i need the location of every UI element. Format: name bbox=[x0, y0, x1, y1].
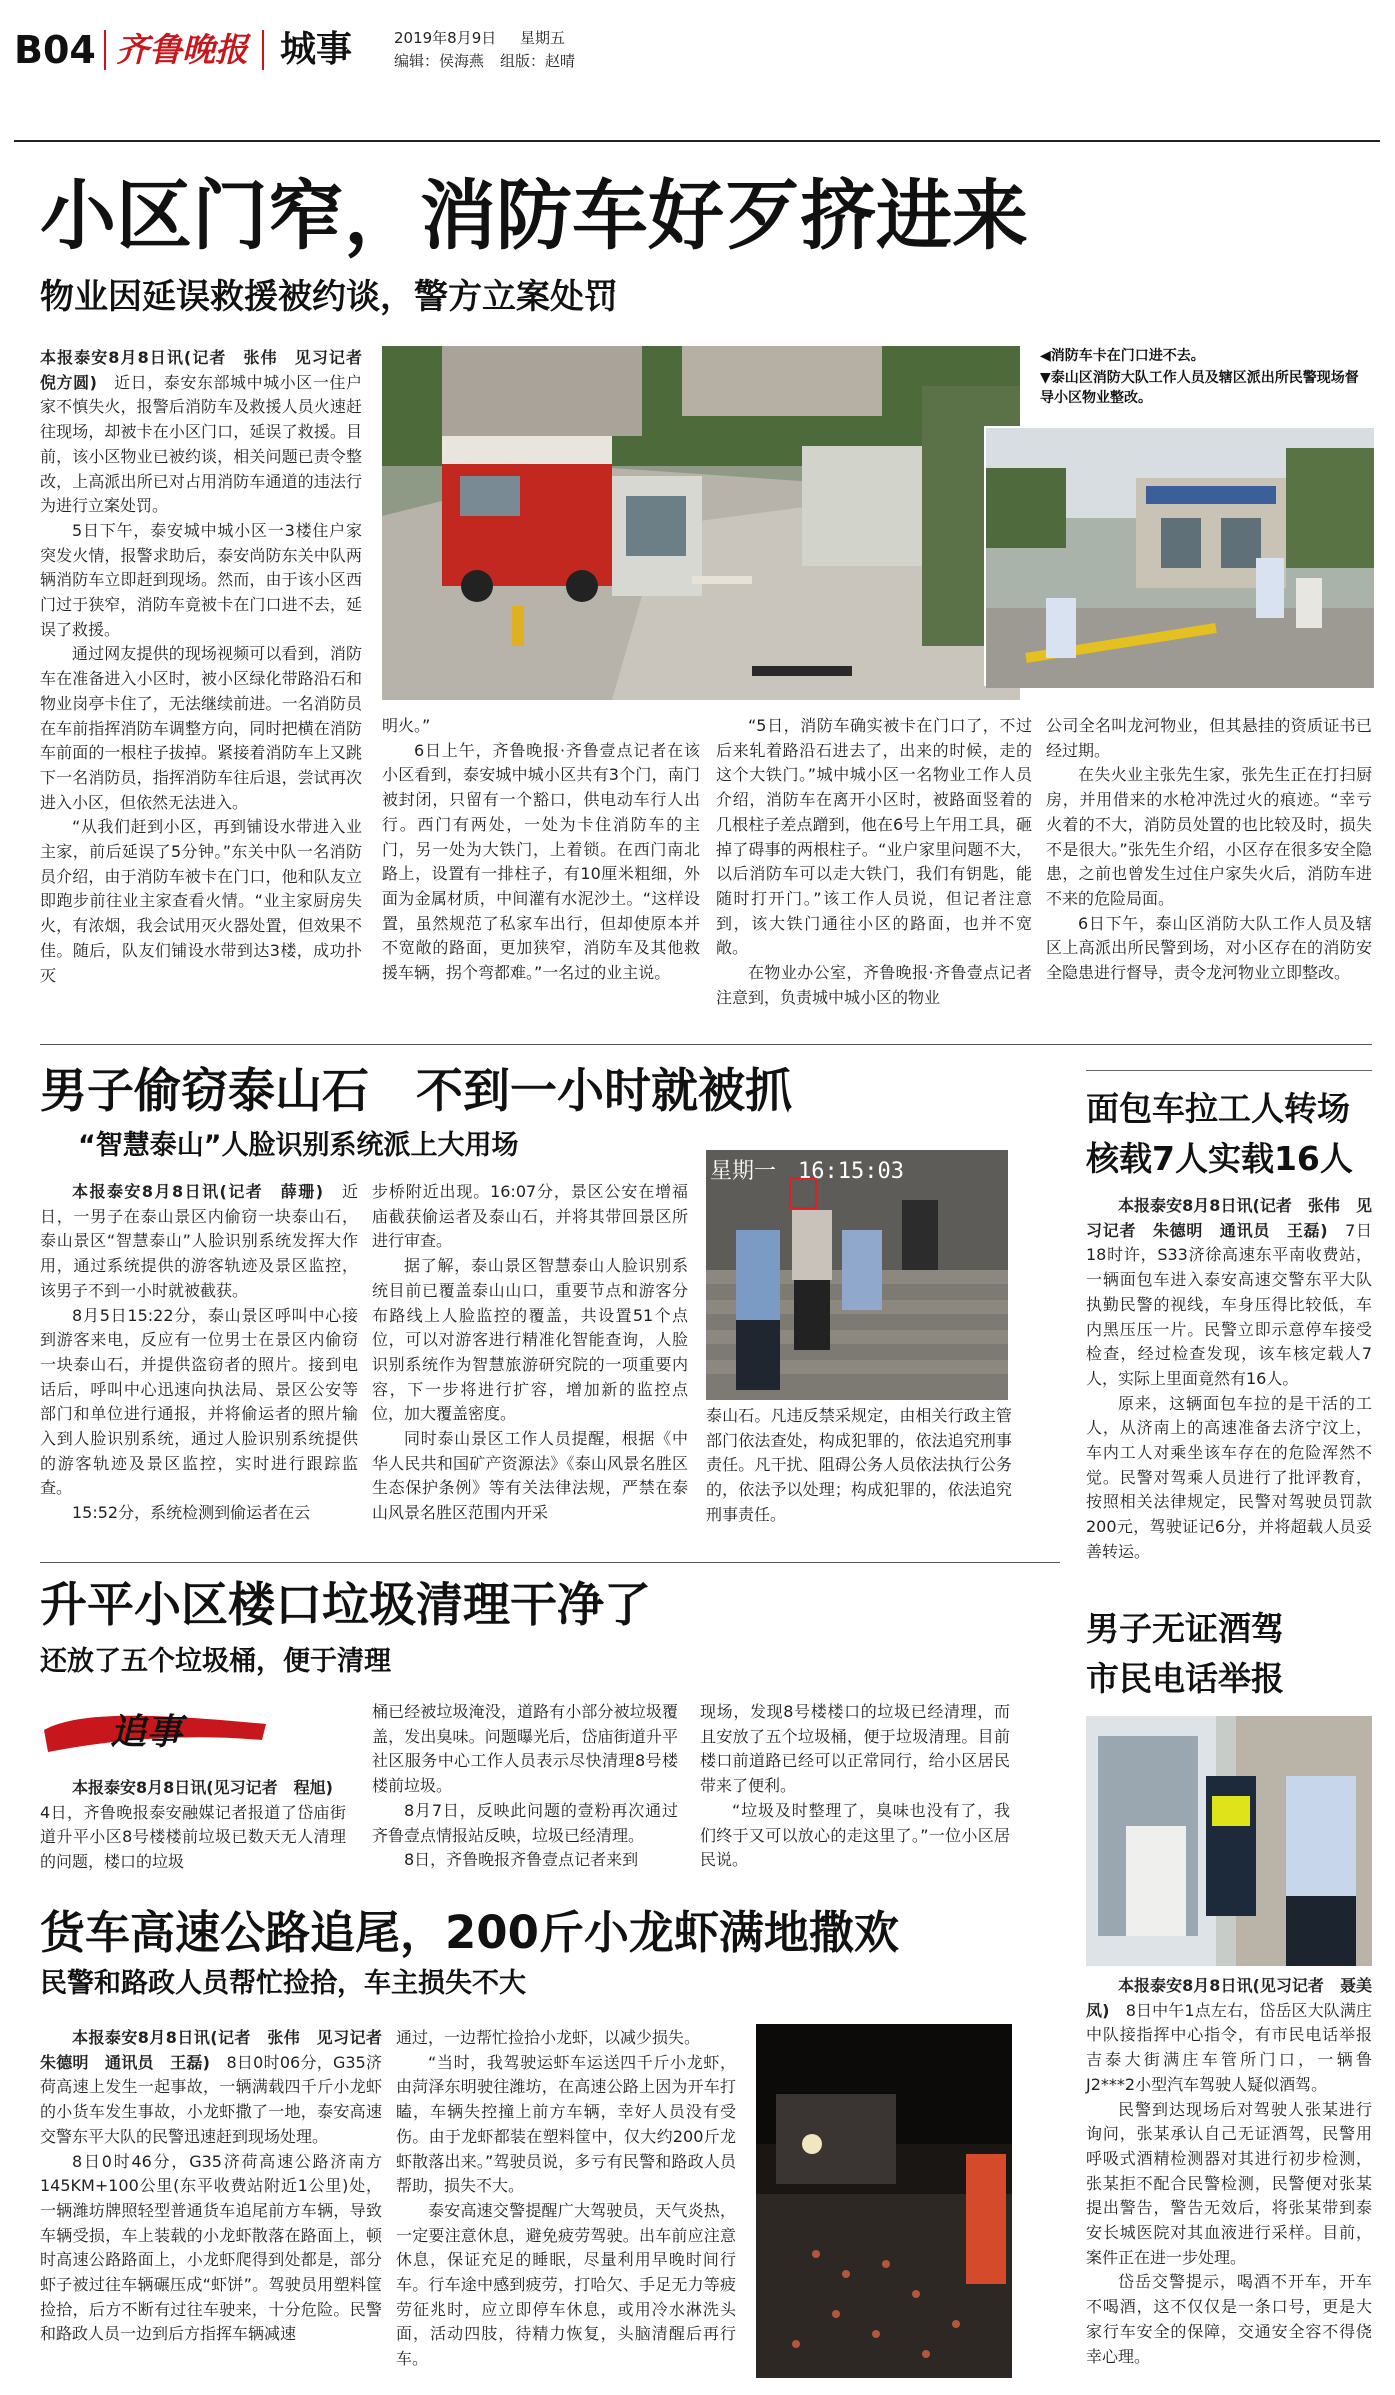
page-header bbox=[0, 0, 1395, 84]
article3-column-1 bbox=[40, 1776, 349, 1900]
page-number: B04 bbox=[14, 28, 96, 72]
article4-paragraph: 泰安高速交警提醒广大驾驶员，天气炎热，一定要注意休息，避免疲劳驾驶。出车前应注意休息，保证充足的睡眠，尽量利用早晚时间行车。行车途中感到疲劳，打哈欠、手足无力等疲劳征兆时，应立即停车休息，或用冷水淋洗头面，活动四肢，待精力恢复，头脑清醒后再行车。 bbox=[396, 2200, 736, 2369]
article4-column-1 bbox=[40, 2026, 399, 2388]
header-editor: 编辑：侯海燕 bbox=[394, 52, 485, 70]
sidebar1-title-line2: 核载7人实载16人 bbox=[1086, 1139, 1353, 1178]
article4-column-2 bbox=[396, 2026, 736, 2388]
article2-paragraph: 8月5日15:22分，泰山景区呼叫中心接到游客来电，反应有一位男士在景区内偷窃一块泰山石，并提供盗窃者的照片。接到电话后，呼叫中心迅速向执法局、景区公安等部门和单位进行通报，并将偷运者的照片输入到人脸识别系统，通过人脸识别系统提供的游客轨迹及景区监控，实时进行跟踪监查。 bbox=[40, 1305, 358, 1498]
article3-paragraph: 8月7日，反映此问题的壹粉再次通过齐鲁壹点情报站反映，垃圾已经清理。 bbox=[372, 1800, 678, 1845]
sidebar2-body bbox=[1086, 1974, 1372, 2386]
article3-paragraph: 现场，发现8号楼楼口的垃圾已经清理，而且安放了五个垃圾桶，便于垃圾清理。目前楼口前道路已经可以正常同行，给小区居民带来了便利。 bbox=[700, 1702, 1010, 1796]
article2-lead-text: 近日，一男子在泰山景区内偷窃一块泰山石，泰山景区“智慧泰山”人脸识别系统发挥大作用，通过系统提供的游客轨迹及景区监控，该男子不到一小时就被截获。 bbox=[40, 1182, 358, 1300]
article4-title: 货车高速公路追尾，200斤小龙虾满地撒欢 bbox=[40, 1906, 899, 1959]
section-name: 城事 bbox=[280, 29, 353, 70]
drunk-driver-photo bbox=[1086, 1716, 1372, 1966]
article1-paragraph: 5日下午，泰安城中城小区一3楼住户家突发火情，报警求助后，泰安尚防东关中队两辆消防车立即赶到现场。然而，由于该小区西门过于狭窄，消防车竟被卡在门口进不去，延误了救援。 bbox=[40, 520, 362, 639]
article3-paragraph: 8日，齐鲁晚报齐鲁壹点记者来到 bbox=[404, 1850, 639, 1870]
sidebar2-title-line1: 男子无证酒驾 bbox=[1086, 1609, 1284, 1648]
fire-truck-scene bbox=[382, 346, 1020, 700]
article3-byline: 本报泰安8月8日讯(见习记者 程旭) bbox=[72, 1778, 333, 1797]
header-divider bbox=[262, 30, 264, 70]
article2-column-3 bbox=[706, 1404, 1012, 1546]
zhuishi-logo bbox=[40, 1700, 270, 1764]
zhuishi-logo-text: 追事 bbox=[110, 1711, 183, 1753]
sidebar2-byline: 本报泰安8月8日讯(见习记者 聂美凤) bbox=[1086, 1976, 1372, 2020]
article4-paragraph: 通过，一边帮忙捡拾小龙虾，以减少损失。 bbox=[396, 2028, 701, 2047]
article1-subtitle: 物业因延误救援被约谈，警方立案处罚 bbox=[40, 277, 618, 317]
article1-column-4 bbox=[1046, 714, 1372, 1034]
sidebar1-body bbox=[1086, 1194, 1372, 1584]
article3-paragraph: 桶已经被垃圾淹没，道路有小部分被垃圾覆盖，发出臭味。问题曝光后，岱庙街道升平社区服务中心工作人员表示尽快清理8号楼楼前垃圾。 bbox=[372, 1702, 678, 1796]
paper-logo: 齐鲁晚报 bbox=[116, 30, 248, 69]
article2-byline: 本报泰安8月8日讯(记者 薛珊) bbox=[72, 1182, 324, 1201]
article3-column-3 bbox=[700, 1700, 1010, 1900]
article1-paragraph: “5日，消防车确实被卡在门口了，不过后来轧着路沿石进去了，出来的时候，走的这个大铁门。”城中城小区一名物业工作人员介绍，消防车在离开小区时，被路面竖着的几根柱子差点蹭到，他在6号上午用工具，砸掉了碍事的两根柱子。“业户家里问题不大，以后消防车可以走大铁门，我们有钥匙，能随时打开门。”该工作人员说，但记者注意到，该大铁门通往小区的路面，也并不宽敞。 bbox=[716, 716, 1032, 958]
section-rule bbox=[40, 1562, 1060, 1563]
article1-paragraph: 6日上午，齐鲁晚报·齐鲁壹点记者在该小区看到，泰安城中城小区共有3个门，南门被封闭，只留有一个豁口，供电动车行人出行。西门有两处，一处为卡住消防车的主门，另一处为大铁门，上着锁。在西门南北路上，设置有一排柱子，有10厘米粗细，外面为金属材质，中间灌有水泥沙土。“这样设置，虽然规范了私家车出行，但却使原本并不宽敞的路面，更加狭窄，消防车及其他救援车辆，拐个弯都难。”一名过的业主说。 bbox=[382, 740, 700, 983]
header-rule bbox=[14, 140, 1380, 142]
night-highway-scene bbox=[756, 2024, 1012, 2378]
article1-column-3 bbox=[716, 714, 1032, 1034]
article2-column-2 bbox=[372, 1180, 688, 1546]
article1-paragraph: 6日下午，泰山区消防大队工作人员及辖区上高派出所民警到场，对小区存在的消防安全隐患进行督导，责令龙河物业立即整改。 bbox=[1046, 913, 1372, 983]
article2-paragraph: 15:52分，系统检测到偷运者在云 bbox=[72, 1503, 311, 1523]
sidebar2-lead-text: 8日中午1点左右，岱岳区大队满庄中队接指挥中心指令，有市民电话举报吉泰大街满庄车管所门口，一辆鲁J2***2小型汽车驾驶人疑似酒驾。 bbox=[1086, 2000, 1372, 2094]
guard-booth-scene bbox=[986, 428, 1374, 688]
sidebar2-paragraph: 岱岳交警提示，喝酒不开车，开车不喝酒，这不仅仅是一条口号，更是大家行车安全的保障，交通安全容不得侥幸心理。 bbox=[1086, 2272, 1372, 2366]
article1-paragraph: 公司全名叫龙河物业，但其悬挂的资质证书已经过期。 bbox=[1046, 716, 1372, 760]
article1-column-2 bbox=[382, 714, 700, 1034]
sidebar1-paragraph: 原来，这辆面包车拉的是干活的工人，从济南上的高速准备去济宁汶上，车内工人对乘坐该车存在的危险浑然不觉。民警对驾乘人员进行了批评教育，按照相关法律规定，民警对驾驶员罚款200元，驾驶证记6分，并将超载人员妥善转运。 bbox=[1086, 1393, 1372, 1561]
photo-caption-1: ◀消防车卡在门口进不去。 bbox=[1040, 348, 1205, 364]
police-inspection-photo bbox=[984, 426, 1372, 686]
article4-paragraph: “当时，我驾驶运虾车运送四千斤小龙虾，由菏泽东明驶往潍坊，在高速公路上因为开车打瞌，车辆失控撞上前方车辆，幸好人员没有受伤。由于龙虾都装在塑料筐中，仅大约200斤龙虾散落出来。”驾驶员说，多亏有民警和路政人员帮助，损失不大。 bbox=[396, 2052, 736, 2196]
header-weekday: 星期五 bbox=[520, 29, 566, 47]
crayfish-spill-photo bbox=[756, 2024, 1012, 2378]
article2-paragraph: 步桥附近出现。16:07分，景区公安在增福庙截获偷运者及泰山石，并将其带回景区所进行审查。 bbox=[372, 1182, 688, 1251]
sidebar2-title-line2: 市民电话举报 bbox=[1086, 1659, 1284, 1698]
fire-truck-photo bbox=[382, 346, 1020, 700]
article1-title: 小区门窄，消防车好歹挤进来 bbox=[40, 171, 1028, 260]
face-recognition-photo bbox=[706, 1150, 1008, 1400]
article3-paragraph: “垃圾及时整理了，臭味也没有了，我们终于又可以放心的走这里了。”一位小区居民说。 bbox=[700, 1800, 1010, 1870]
article1-paragraph: 明火。” bbox=[382, 716, 431, 735]
sidebar1-byline: 本报泰安8月8日讯(记者 张伟 见习记者 朱德明 通讯员 王磊) bbox=[1086, 1196, 1372, 1240]
article2-paragraph: 同时泰山景区工作人员提醒，根据《中华人民共和国矿产资源法》《泰山风景名胜区生态保护条例》等有关法律法规，严禁在泰山风景名胜区范围内开采 bbox=[372, 1429, 688, 1523]
header-date: 2019年8月9日 bbox=[394, 29, 497, 47]
article4-byline: 本报泰安8月8日讯(记者 张伟 见习记者 朱德明 通讯员 王磊) bbox=[40, 2028, 399, 2072]
article1-column-1 bbox=[40, 346, 379, 1034]
article3-subtitle: 还放了五个垃圾桶，便于清理 bbox=[40, 1646, 391, 1677]
article2-subtitle: “智慧泰山”人脸识别系统派上大用场 bbox=[78, 1130, 519, 1161]
article2-paragraph: 泰山石。凡违反禁采规定，由相关行政主管部门依法查处，构成犯罪的，依法追究刑事责任。凡干扰、阻碍公务人员依法执行公务的，依法予以处理；构成犯罪的，依法追究刑事责任。 bbox=[706, 1406, 1012, 1524]
sidebar-rule bbox=[1086, 1070, 1372, 1071]
article3-lead-text: 4日，齐鲁晚报泰安融媒记者报道了岱庙街道升平小区8号楼楼前垃圾已数天无人清理的问题，楼口的垃圾 bbox=[40, 1778, 349, 1872]
article2-paragraph: 据了解，泰山景区智慧泰山人脸识别系统目前已覆盖泰山山口，重要节点和游客分布路线上人脸监控的覆盖，共设置51个点位，可以对游客进行精准化智能查询，人脸识别系统作为智慧旅游研究院的一项重要内容，下一步将进行扩容，增加新的监控点位，加大覆盖密度。 bbox=[372, 1256, 688, 1424]
timestamp-overlay: 星期一 16:15:03 bbox=[710, 1159, 904, 1184]
article1-byline: 本报泰安8月8日讯(记者 张伟 见习记者 倪方圆) bbox=[40, 348, 379, 392]
sidebar2-paragraph: 民警到达现场后对驾驶人张某进行询问，张某承认自己无证酒驾，民警用呼吸式酒精检测器对其进行初步检测，张某拒不配合民警检测，民警便对张某提出警告，警告无效后，将张某带到泰安长城医院对其血液进行采样。目前，案件正在进一步处理。 bbox=[1086, 2099, 1372, 2267]
section-rule bbox=[40, 1044, 1372, 1045]
article4-subtitle: 民警和路政人员帮忙捡拾，车主损失不大 bbox=[40, 1968, 526, 1999]
article2-column-1 bbox=[40, 1180, 358, 1546]
article3-title: 升平小区楼口垃圾清理干净了 bbox=[40, 1578, 651, 1633]
article1-paragraph: 通过网友提供的现场视频可以看到，消防车在准备进入小区时，被小区绿化带路沿石和物业岗亭卡住了，无法继续前进。一名消防员在车前指挥消防车调整方向，同时把横在消防车前面的一根柱子拔掉。紧接着消防车上又跳下一名消防员，指挥消防车往后退，尝试再次进入小区，但依然无法进入。 bbox=[40, 644, 362, 812]
article4-paragraph: 8日0时46分，G35济荷高速公路济南方145KM+100公里(东平收费站附近1公里)处，一辆潍坊牌照轻型普通货车追尾前方车辆，导致车辆受损，车上装载的小龙虾散落在路面上，顿时高速公路路面上，小龙虾爬得到处都是，部分虾子被过往车辆碾压成“虾饼”。驾驶员用塑料筐捡拾，后方不断有过往车驶来，十分危险。民警和路政人员一边到后方指挥车辆减速 bbox=[40, 2151, 382, 2344]
surveillance-scene bbox=[706, 1150, 1008, 1400]
header-divider bbox=[104, 30, 106, 70]
article2-title: 男子偷窃泰山石 不到一小时就被抓 bbox=[40, 1064, 792, 1119]
article1-paragraph: 在物业办公室，齐鲁晚报·齐鲁壹点记者注意到，负责城中城小区的物业 bbox=[716, 963, 1032, 1007]
police-station-scene bbox=[1086, 1716, 1372, 1966]
article1-lead-text: 近日，泰安东部城中城小区一住户家不慎失火，报警后消防车及救援人员火速赶往现场，却被卡在小区门口，延误了救援。目前，该小区物业已被约谈，相关问题已责令整改，上高派出所已对占用消防车通道的违法行为进行立案处罚。 bbox=[40, 372, 362, 516]
header-layout: 组版：赵晴 bbox=[500, 52, 576, 70]
sidebar1-lead-text: 7日18时许，S33济徐高速东平南收费站，一辆面包车进入泰安高速交警东平大队执勤民警的视线，车身压得比较低，车内黑压压一片。民警立即示意停车接受检查，经过检查发现，该车核定载人7人，实际上里面竟然有16人。 bbox=[1086, 1220, 1372, 1388]
sidebar1-title-line1: 面包车拉工人转场 bbox=[1086, 1089, 1350, 1128]
article1-paragraph: 在失火业主张先生家，张先生正在打扫厨房，并用借来的水枪冲洗过火的痕迹。“幸亏火着的不大，消防员处置的也比较及时，损失不是很大。”张先生介绍，小区存在很多安全隐患，之前也曾发生过住户家失火后，消防车进不来的危险局面。 bbox=[1046, 765, 1372, 908]
article1-paragraph: “从我们赶到小区，再到铺设水带进入业主家，前后延误了5分钟。”东关中队一名消防员介绍，由于消防车被卡在门口，他和队友立即跑步前往业主家查看火情。“业主家厨房失火，有浓烟，我会试用灭火器处置，但效果不佳。随后，队友们铺设水带到达3楼，成功扑灭 bbox=[40, 817, 362, 985]
article3-column-2 bbox=[372, 1700, 678, 1900]
photo-caption-2: ▼泰山区消防大队工作人员及辖区派出所民警现场督导小区物业整改。 bbox=[1040, 370, 1359, 406]
article4-lead-text: 8日0时06分，G35济荷高速上发生一起事故，一辆满载四千斤小龙虾的小货车发生事故，小龙虾撒了一地，泰安高速交警东平大队的民警迅速赶到现场处理。 bbox=[40, 2052, 382, 2146]
